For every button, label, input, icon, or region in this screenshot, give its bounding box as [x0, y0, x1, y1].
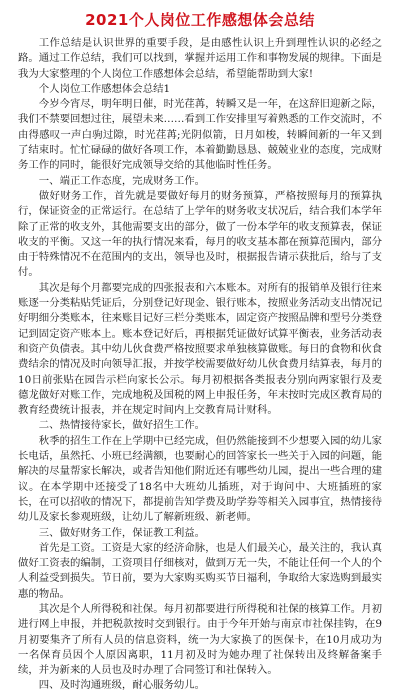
section-heading-3: 三、做好财务工作，保证教工利益。	[38, 526, 206, 539]
section-heading-2: 二、热情接待家长，做好招生工作。	[38, 419, 206, 432]
section-heading-1: 一、端正工作态度，完成财务工作。	[38, 174, 206, 187]
article-title: 2021个人岗位工作感想体会总结	[85, 11, 315, 29]
section-heading-4: 四、及时沟通班级，耐心服务幼儿。	[38, 679, 206, 692]
body-paragraph: 首先是工资。工资是大家的经济命脉，也是人们最关心，最关注的，我认真做好工资表的编制，工资项目仔细核对，做到万无一失，不能让任何一个人的个人利益受到损失。节日前，要为大家购买购买节日福利，争取给大家选购到最实惠的物品。	[18, 541, 382, 600]
article-body	[18, 36, 382, 694]
body-paragraph: 其次是每个月都要完成的四张报表和六本账本。对所有的报销单及银行往来账逐一分类粘贴凭证后，分别登记好现金、银行账本，按照业务活动支出情况记好明细分类账本，往来账目记好三栏分类账本，固定资产按照品牌和型号分类登记到固定资产账本上。账本登记好后，再根据凭证做好试算平衡表，业务活动表和资产负债表。其中幼儿伙食费严格按照要求单独核算做账。每日的食物和伙食费结余的情况及时向领导汇报，并按学校需要做好幼儿伙食费月结算表，每月的10日前张贴在园告示栏向家长公示。每月初根据各类报表分别向两家银行及麦德龙做好对账工作，完成地税及国税的网上申报任务，年末按时完成区教育局的教育经费统计报表，并在规定时间内上交教育局计财科。	[18, 281, 382, 417]
body-paragraph: 秋季的招生工作在上学期中已经完成，但仍然能接到不少想要入园的幼儿家长电话，虽然托、小班已经满额，也要耐心的回答家长一些关于入园的问题，能解决的尽量帮家长解决，或者告知他们附近还有哪些幼儿园，提出一些合理的建议。在本学期中还接受了18名中大班幼儿插班，对于询问中、大班插班的家长，在可以招收的情况下，都提前告知学费及助学券等相关入园事宜，热情接待幼儿及家长参观班级，让幼儿了解新班级、新老师。	[18, 434, 382, 524]
intro-paragraph: 工作总结是认识世界的重要手段，是由感性认识上升到理性认识的必经之路。通过工作总结，我们可以找到，掌握并运用工作和事物发展的规律。下面是我为大家整理的个人岗位工作感想体会总结，希望能帮助到大家!	[18, 37, 382, 80]
section-heading-summary-1: 个人岗位工作感想体会总结1	[38, 82, 171, 95]
body-paragraph: 做好财务工作，首先就是要做好每月的财务预算，严格按照每月的预算执行，保证资金的正常运行。在总结了上学年的财务收支状况后，结合我们本学年除了正常的收支外，其他需要支出的部分，做了一份本学年的收支预算表，保证收支的平衡。又这一年的执行情况来看，每月的收支基本都在预算范围内，部分由于特殊情况不在范围内的支出，领导也及时，根据报告请示获批后，给与了支付。	[18, 189, 382, 279]
body-paragraph: 其次是个人所得税和社保。每月初都要进行所得税和社保的核算工作。月初进行网上申报，并把税款按时交到银行。由于今年开始与南京市社保挂钩，在9月初要集齐了所有人员的信息资料，统一为大家换了的医保卡，在10月成功为一名保育员因个人原因离职，11月初及时为她办理了社保转出及终解备案手续，并为新来的人员也及时办理了合同签订和社保转入。	[18, 602, 382, 677]
body-paragraph: 今岁今宵尽，明年明日催，时光荏苒，转瞬又是一年，在这辞旧迎新之际，我们不禁要回想过往，展望未来……看到工作安排里写着熟悉的工作交流时，不由得感叹一声白驹过隙，时光荏苒;光阴似箭，日月如梭，转瞬间新的一年又到了结束时。忙忙碌碌的做好各项工作，本着勤勤恳恳、兢兢业业的态度，完成财务工作的同时，能很好完成领导交给的其他临时性任务。	[18, 98, 382, 172]
